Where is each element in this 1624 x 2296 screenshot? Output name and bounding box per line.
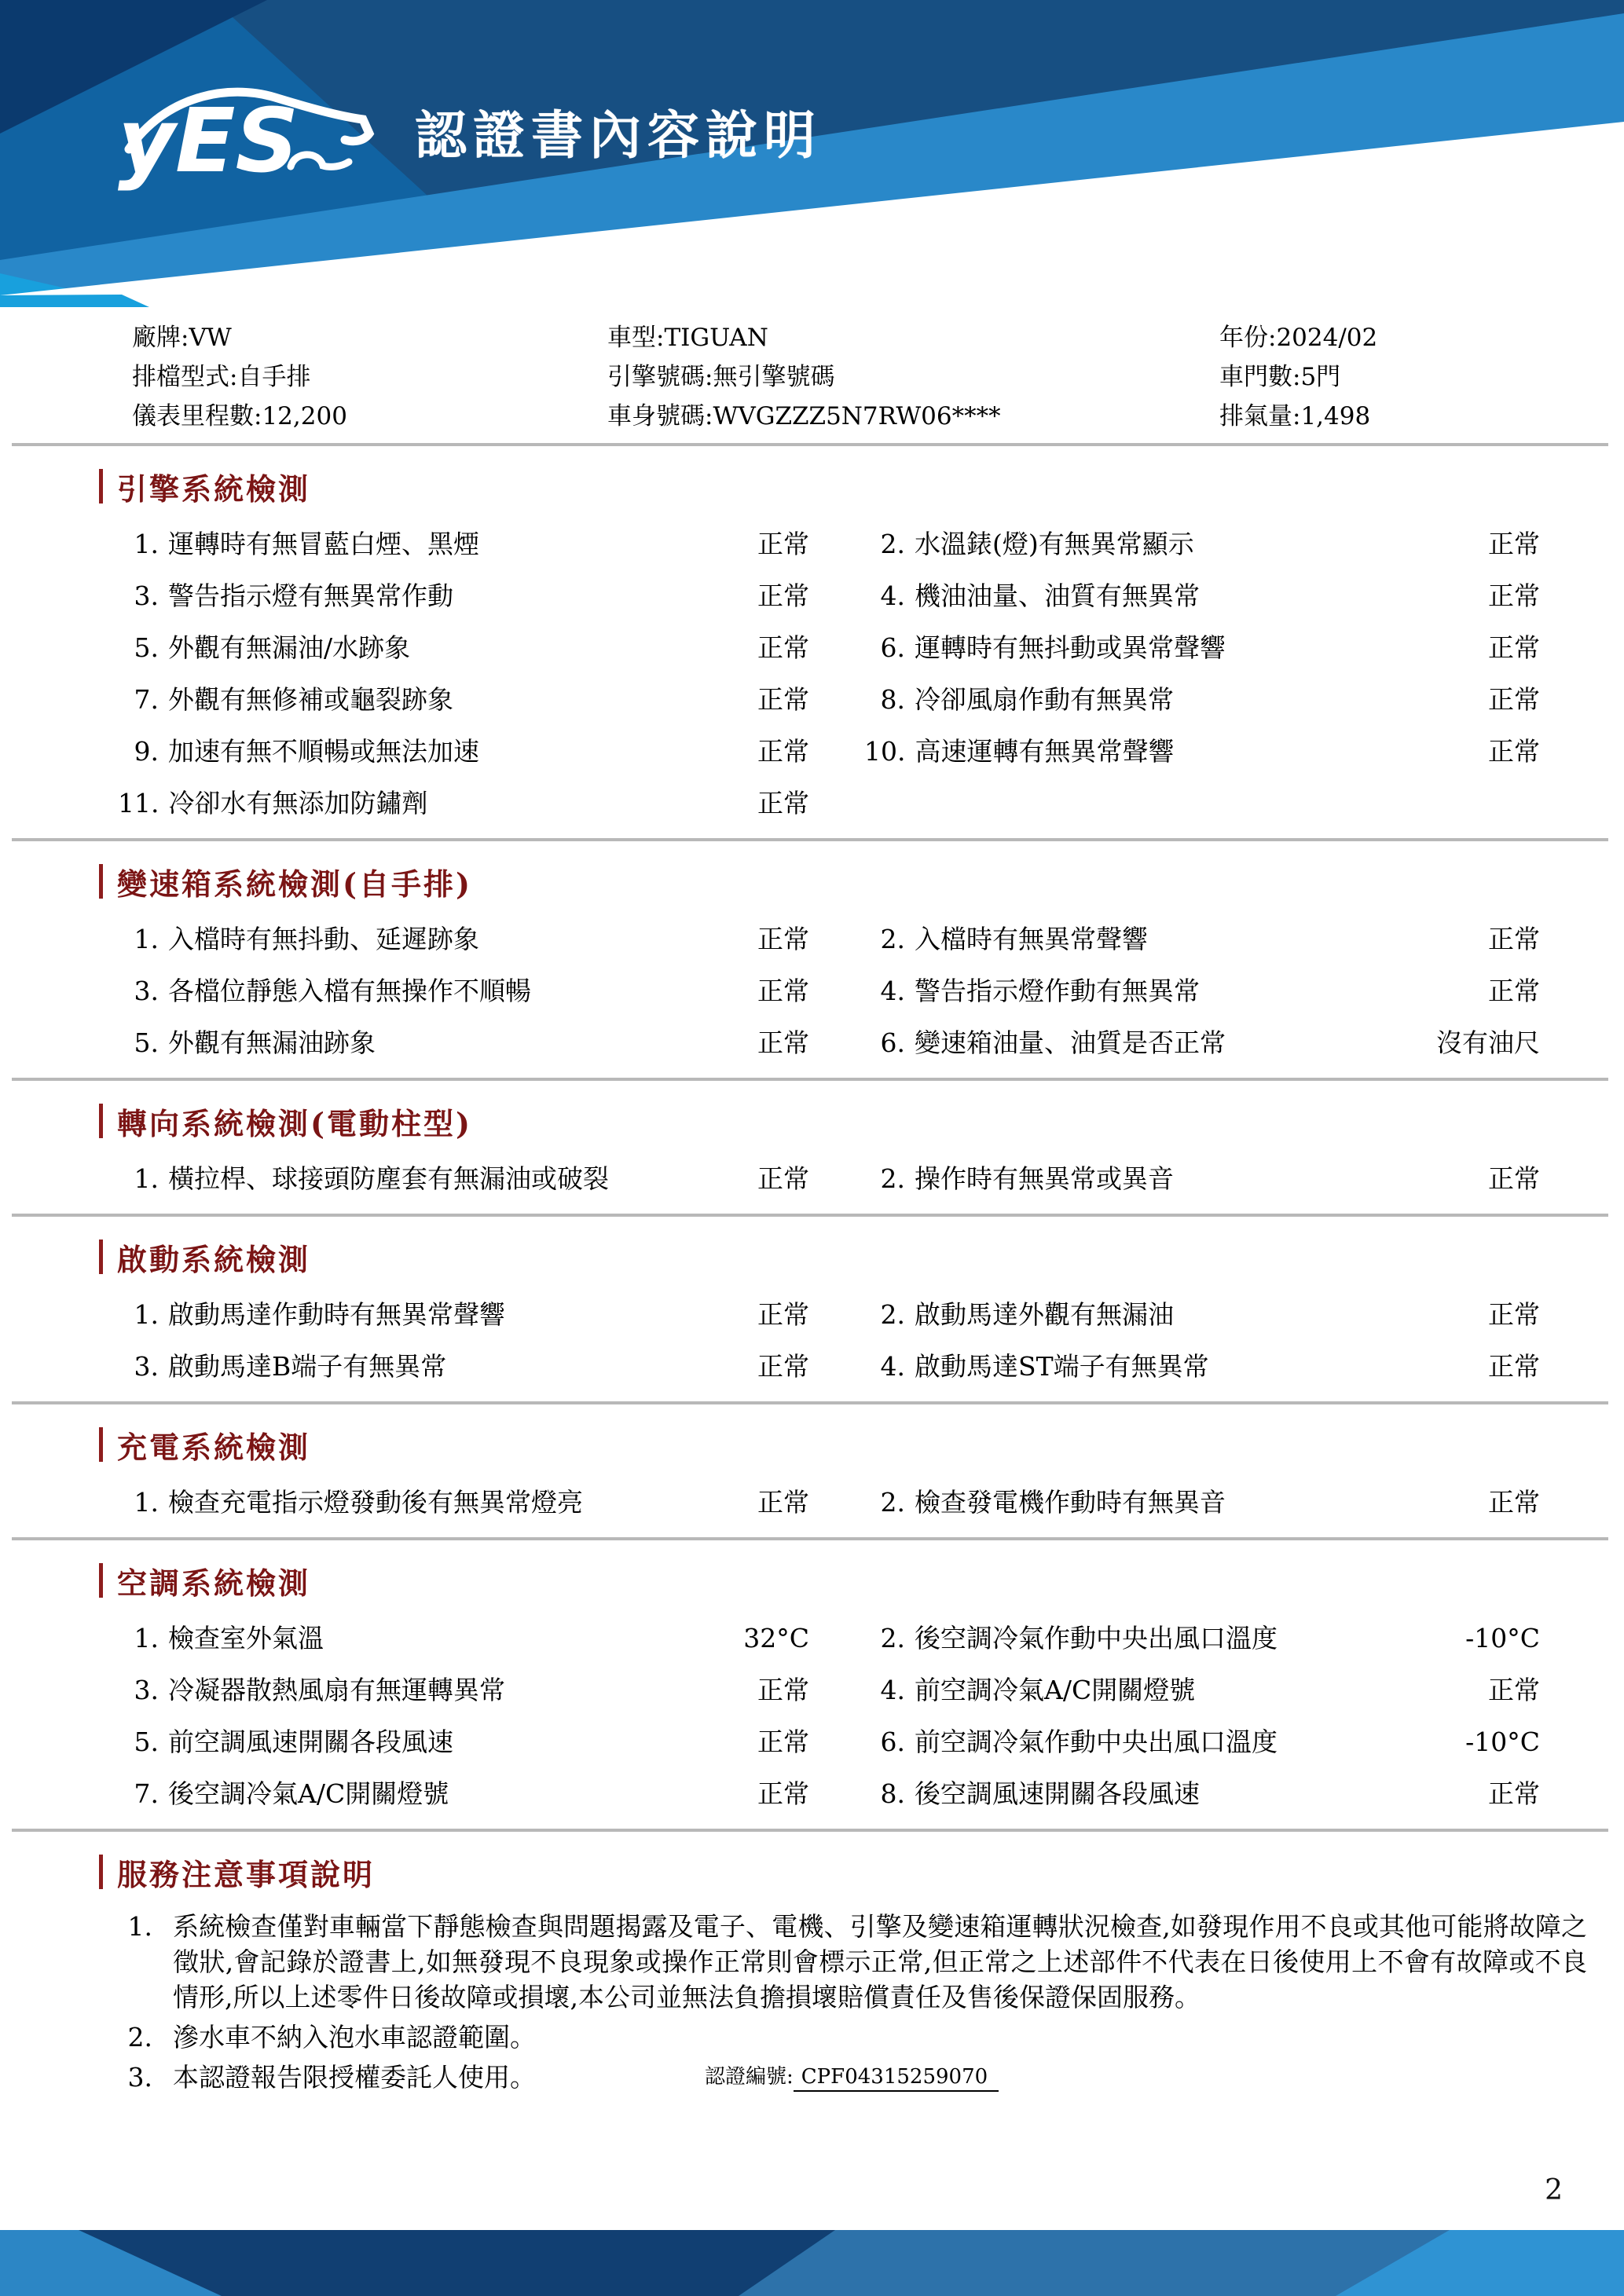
check-item: 7. 外觀有無修補或龜裂跡象 正常 [134, 684, 809, 715]
note-item: 2. 滲水車不納入泡水車認證範圍。 [118, 2020, 1587, 2055]
check-item: 8. 後空調風速開關各段風速 正常 [880, 1778, 1540, 1809]
check-item: 8. 冷卻風扇作動有無異常 正常 [880, 684, 1540, 715]
check-item: 5. 前空調風速開關各段風速 正常 [134, 1727, 809, 1757]
section-engine [0, 468, 1624, 838]
check-item: 2. 檢查發電機作動時有無異音 正常 [880, 1487, 1540, 1518]
note-item: 3. 本認證報告限授權委託人使用。 認證編號: CPF04315259070 [118, 2060, 1587, 2095]
check-item: 1. 啟動馬達作動時有無異常聲響 正常 [134, 1299, 809, 1330]
section-divider [12, 1829, 1608, 1832]
info-odometer: 儀表里程數:12,200 [132, 402, 347, 430]
section-title-bar [99, 1563, 103, 1598]
certificate-number-row [705, 2060, 999, 2095]
check-item: 1. 檢查室外氣溫 32°C [134, 1623, 809, 1653]
section-air-conditioning [0, 1562, 1624, 1829]
certificate-number: CPF04315259070 [794, 2065, 999, 2092]
section-title-bar [99, 1104, 103, 1138]
check-item: 3. 各檔位靜態入檔有無操作不順暢 正常 [134, 976, 809, 1006]
vehicle-info [132, 318, 1624, 436]
check-item: 9. 加速有無不順暢或無法加速 正常 [134, 736, 809, 767]
check-item: 2. 水溫錶(燈)有無異常顯示 正常 [880, 529, 1540, 559]
section-title-row [99, 1239, 1624, 1275]
info-gearbox-type: 排檔型式:自手排 [132, 363, 311, 391]
brand-row [116, 68, 822, 193]
check-item: 10. 高速運轉有無異常聲響 正常 [864, 736, 1540, 767]
section-title: 空調系統檢測 [117, 1565, 311, 1601]
check-item: 2. 啟動馬達外觀有無漏油 正常 [880, 1299, 1540, 1330]
check-item: 2. 後空調冷氣作動中央出風口溫度 -10°C [880, 1623, 1540, 1653]
section-title-row [99, 1854, 1624, 1890]
check-item: 1. 橫拉桿、球接頭防塵套有無漏油或破裂 正常 [134, 1163, 809, 1194]
certificate-number-label: 認證編號: [705, 2065, 794, 2089]
info-engine-number: 引擎號碼:無引擎號碼 [607, 363, 835, 391]
section-divider [12, 443, 1608, 446]
section-title-row [99, 1562, 1624, 1601]
check-item: 6. 前空調冷氣作動中央出風口溫度 -10°C [880, 1727, 1540, 1757]
page-title: 認證書內容說明 [415, 104, 822, 166]
check-item: 11. 冷卻水有無添加防鏽劑 正常 [118, 788, 809, 818]
info-year: 年份:2024/02 [1219, 324, 1378, 352]
section-divider [12, 1537, 1608, 1540]
check-item: 3. 冷凝器散熱風扇有無運轉異常 正常 [134, 1675, 809, 1705]
section-divider [12, 1078, 1608, 1081]
check-item: 2. 操作時有無異常或異音 正常 [880, 1163, 1540, 1194]
section-title-bar [99, 1240, 103, 1274]
check-item: 2. 入檔時有無異常聲響 正常 [880, 924, 1540, 954]
section-charging [0, 1426, 1624, 1537]
section-starter [0, 1239, 1624, 1401]
section-title: 引擎系統檢測 [117, 471, 311, 507]
check-item: 4. 警告指示燈作動有無異常 正常 [880, 976, 1540, 1006]
section-title: 充電系統檢測 [117, 1429, 311, 1465]
note-item: 1. 系統檢查僅對車輛當下靜態檢查與問題揭露及電子、電機、引擎及變速箱運轉狀況檢查,如發現作用不良或其他可能將故障之徵狀,會記錄於證書上,如無發現不良現象或操作正常則會標示正常,但正常之上述部件不代表在日後使用上不會有故障或不良情形,所以上述零件日後故障或損壞,本公司並無法負擔損壞賠償責任及售後保證保固服務。 [118, 1909, 1587, 2015]
section-title-bar [99, 1427, 103, 1462]
check-item: 4. 前空調冷氣A/C開關燈號 正常 [880, 1675, 1540, 1705]
check-item: 1. 檢查充電指示燈發動後有無異常燈亮 正常 [134, 1487, 809, 1518]
check-item: 1. 入檔時有無抖動、延遲跡象 正常 [134, 924, 809, 954]
info-brand: 廠牌:VW [132, 324, 232, 352]
logo-text: yES [118, 90, 299, 192]
note-text: 系統檢查僅對車輛當下靜態檢查與問題揭露及電子、電機、引擎及變速箱運轉狀況檢查,如發現作用不良或其他可能將故障之徵狀,會記錄於證書上,如無發現不良現象或操作正常則會標示正常,但正常之上述部件不代表在日後使用上不會有故障或不良情形,所以上述零件日後故障或損壞,本公司並無法負擔損壞賠償責任及售後保證保固服務。 [173, 1911, 1587, 2012]
section-title: 啟動系統檢測 [117, 1241, 311, 1277]
check-items [118, 528, 1624, 838]
check-item: 1. 運轉時有無冒藍白煙、黑煙 正常 [134, 529, 809, 559]
section-title-bar [99, 1855, 103, 1889]
section-title: 變速箱系統檢測(自手排) [117, 866, 472, 902]
check-item: 3. 警告指示燈有無異常作動 正常 [134, 580, 809, 611]
info-displacement: 排氣量:1,498 [1219, 402, 1371, 430]
section-title: 轉向系統檢測(電動柱型) [117, 1105, 472, 1141]
section-title-row [99, 1426, 1624, 1463]
check-items [118, 1298, 1624, 1401]
section-divider [12, 838, 1608, 841]
section-title-bar [99, 469, 103, 504]
check-item: 7. 後空調冷氣A/C開關燈號 正常 [134, 1778, 809, 1809]
notes-list [0, 1909, 1624, 2095]
check-items [118, 1622, 1624, 1829]
section-title-bar [99, 864, 103, 899]
check-item: 4. 啟動馬達ST端子有無異常 正常 [880, 1351, 1540, 1382]
check-item: 4. 機油油量、油質有無異常 正常 [880, 580, 1540, 611]
footer-diagonal-banner [0, 2230, 1624, 2296]
section-divider [12, 1401, 1608, 1404]
info-model: 車型:TIGUAN [607, 324, 768, 352]
section-title-row [99, 468, 1624, 507]
section-service-notes [0, 1854, 1624, 2095]
check-item: 5. 外觀有無漏油跡象 正常 [134, 1027, 809, 1058]
section-title-row [99, 1103, 1624, 1139]
note-text: 本認證報告限授權委託人使用。 [173, 2062, 536, 2093]
page-footer [0, 2230, 1624, 2296]
check-item: 6. 運轉時有無抖動或異常聲響 正常 [880, 632, 1540, 663]
check-items [118, 1163, 1624, 1214]
check-items [118, 923, 1624, 1078]
page-number: 2 [1545, 2174, 1563, 2206]
check-items [118, 1486, 1624, 1537]
info-door-count: 車門數:5門 [1219, 363, 1341, 391]
section-steering [0, 1103, 1624, 1214]
page-header [0, 0, 1624, 308]
info-vin: 車身號碼:WVGZZZ5N7RW06**** [607, 402, 1001, 430]
section-transmission [0, 863, 1624, 1078]
section-divider [12, 1214, 1608, 1217]
note-text: 滲水車不納入泡水車認證範圍。 [173, 2022, 536, 2052]
check-item: 5. 外觀有無漏油/水跡象 正常 [134, 632, 809, 663]
check-item: 6. 變速箱油量、油質是否正常 沒有油尺 [880, 1027, 1540, 1058]
section-title: 服務注意事項說明 [117, 1856, 376, 1892]
check-item: 3. 啟動馬達B端子有無異常 正常 [134, 1351, 809, 1382]
yes-car-logo-icon [116, 68, 383, 193]
section-title-row [99, 863, 1624, 902]
